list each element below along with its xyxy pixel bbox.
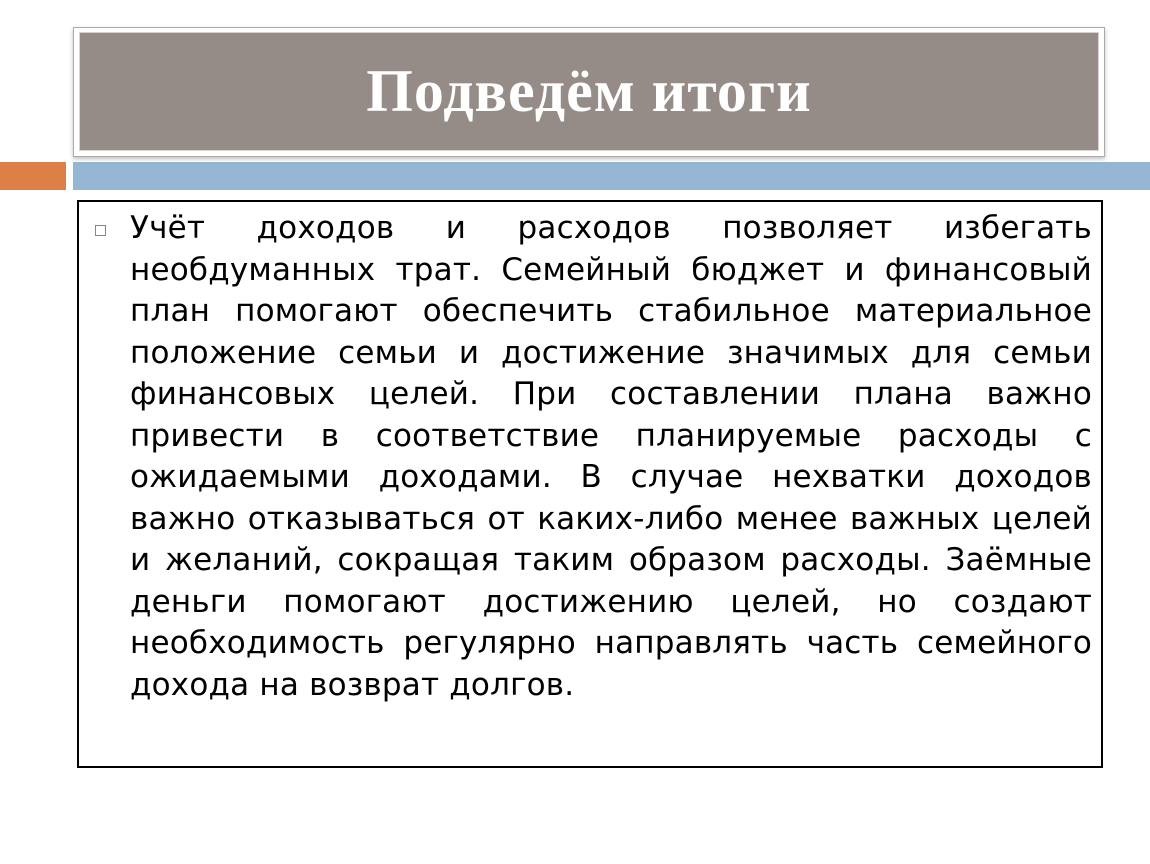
title-frame <box>73 27 1105 157</box>
body-text: Учёт доходов и расходов позволяет избегать необдуманных трат. Семейный бюджет и финансовый план помогают обеспечить стабильное материальное положение семьи и достижение значимых для семьи финансовых целей. При составлении плана важно привести в соответствие планируемые расходы с ожидаемыми доходами. В случае нехватки доходов важно отказываться от каких-либо менее важных целей и желаний, сокращая таким образом расходы. Заёмные деньги помогают достижению целей, но создают необходимость регулярно направлять часть семейного дохода на возврат долгов. <box>130 210 1092 703</box>
accent-bar-orange <box>0 162 66 190</box>
square-bullet-icon <box>95 225 106 236</box>
title-box <box>79 32 1099 151</box>
content-box <box>77 200 1103 768</box>
accent-bar-blue <box>73 162 1150 190</box>
slide-title: Подведём итоги <box>366 58 812 124</box>
